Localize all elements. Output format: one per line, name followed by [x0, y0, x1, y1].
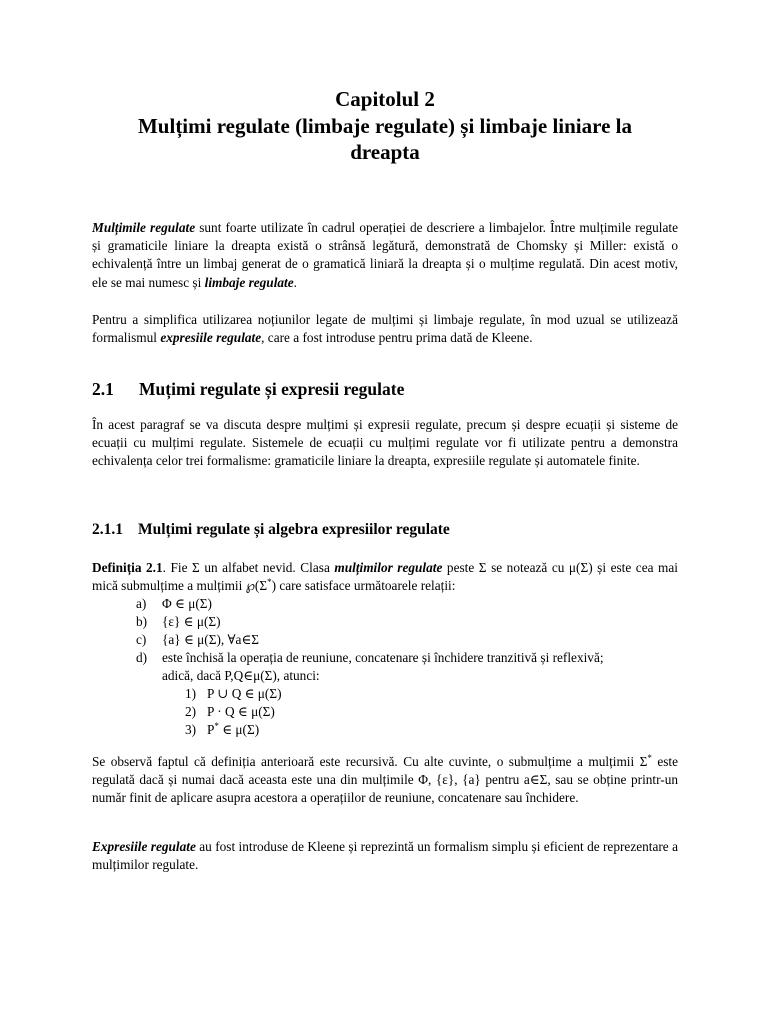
definition-item-d: [136, 649, 678, 667]
item-label: a): [136, 596, 147, 611]
section-number: 2.1: [92, 379, 114, 399]
subitem-text-rest: ∈ μ(Σ): [218, 722, 260, 737]
chapter-title-line2: dreapta: [350, 140, 420, 164]
term-expresiile-regulate-closing: Expresiile regulate: [92, 839, 196, 854]
definition-subitem-3: [185, 721, 259, 739]
definition-item-b: [136, 613, 678, 631]
intro-paragraph-1: [92, 219, 678, 292]
subsection-title: Mulțimi regulate și algebra expresiilor regulate: [138, 521, 450, 538]
subitem-label: 2): [185, 704, 197, 719]
subitem-text: P · Q ∈ μ(Σ): [207, 704, 275, 719]
definition-item-a: [136, 595, 678, 613]
subsection-heading: [92, 520, 450, 540]
chapter-title-line1: Mulțimi regulate (limbaje regulate) și limbaje liniare la: [137, 113, 632, 138]
closing-text: au fost introduse de Kleene și reprezintă un formalism simplu și eficient de reprezentare a mulțimilor regulate.: [92, 839, 678, 873]
term-multimilor-regulate: mulțimilor regulate: [334, 560, 443, 575]
chapter-heading: [92, 86, 678, 166]
remark-paragraph: [92, 753, 678, 808]
definition-subitem-1: [185, 685, 282, 703]
subitem-label: 3): [185, 722, 197, 737]
item-label: b): [136, 614, 148, 629]
item-label: d): [136, 650, 148, 665]
definition-star: *: [267, 577, 272, 588]
item-text: este închisă la operația de reuniune, concatenare și închidere tranzitivă și reflexivă;: [162, 650, 604, 665]
section-paragraph: În acest paragraf se va discuta despre mulțimi și expresii regulate, precum și despre ecuații și sisteme de ecuații cu mulțimi regulate. Sistemele de ecuații cu mulțimi regulate vor fi utilizate pentru a demonstra echivalența celor trei formalisme: gramaticile liniare la dreapta, expresiile regulate și automatele finite.: [92, 417, 678, 469]
intro-p2-end: , care a fost introduse pentru prima dată de Kleene.: [261, 330, 533, 346]
intro-p2-text: Pentru a simplifica utilizarea noțiunilor legate de mulțimi și limbaje regulate, în mod uzual se utilizează formalismul: [92, 312, 678, 346]
section-heading: [92, 378, 404, 400]
definition-subitem-2: [185, 703, 275, 721]
definition-item-c: [136, 631, 678, 649]
definition-paragraph: [92, 559, 678, 595]
item-text: {a} ∈ μ(Σ), ∀a∈Σ: [162, 632, 260, 647]
definition-after-label: . Fie Σ un alfabet nevid. Clasa: [162, 560, 335, 575]
intro-p1-text: sunt foarte utilizate în cadrul operației de descriere a limbajelor. Între mulțimile regulate și gramaticile liniare la dreapta există o strânsă legătură, demonstrată de Chomsky și Miller: există o echivalență între un limbaj generat de o gramatică liniară la dreapta și o mulțime regulată. Din acest motiv, ele se mai numesc și: [92, 220, 678, 290]
closing-paragraph: [92, 838, 678, 874]
definition-text1: peste Σ se notează cu μ(Σ) și este cea mai mică submulțime a mulțimii ℘(Σ: [92, 560, 678, 594]
item-label: c): [136, 632, 147, 647]
definition-label: Definiția 2.1: [92, 560, 163, 575]
term-limbaje-regulate: limbaje regulate: [204, 274, 294, 290]
intro-paragraph-2: [92, 311, 678, 347]
remark-star: *: [647, 753, 652, 763]
intro-p1-end: .: [293, 274, 297, 290]
subitem-text: P ∪ Q ∈ μ(Σ): [207, 686, 282, 701]
chapter-number: Capitolul 2: [335, 87, 435, 111]
remark-text-a: Se observă faptul că definiția anterioară este recursivă. Cu alte cuvinte, o submulțime a mulțimii Σ: [92, 754, 648, 769]
term-expresiile-regulate: expresiile regulate: [160, 330, 262, 346]
remark-text-b: este regulată dacă și numai dacă aceasta este una din mulțimile Φ, {ε}, {a} pentru a∈Σ, sau se obține printr-un număr finit de aplicare asupra acestora a operațiilor de reuniune, concatenare sau închidere.: [92, 754, 678, 806]
subitem-label: 1): [185, 686, 197, 701]
subsection-number: 2.1.1: [92, 521, 123, 538]
definition-item-d-continuation: adică, dacă P,Q∈μ(Σ), atunci:: [162, 668, 320, 683]
item-text: {ε} ∈ μ(Σ): [162, 614, 221, 629]
section-title: Muțimi regulate și expresii regulate: [139, 379, 405, 399]
subitem-star: *: [214, 721, 219, 731]
subitem-text-base: P: [207, 722, 215, 737]
term-multimile-regulate: Mulțimile regulate: [92, 220, 196, 235]
item-text: Φ ∈ μ(Σ): [162, 596, 212, 611]
definition-text1-end: ) care satisface următoarele relații:: [271, 578, 456, 594]
